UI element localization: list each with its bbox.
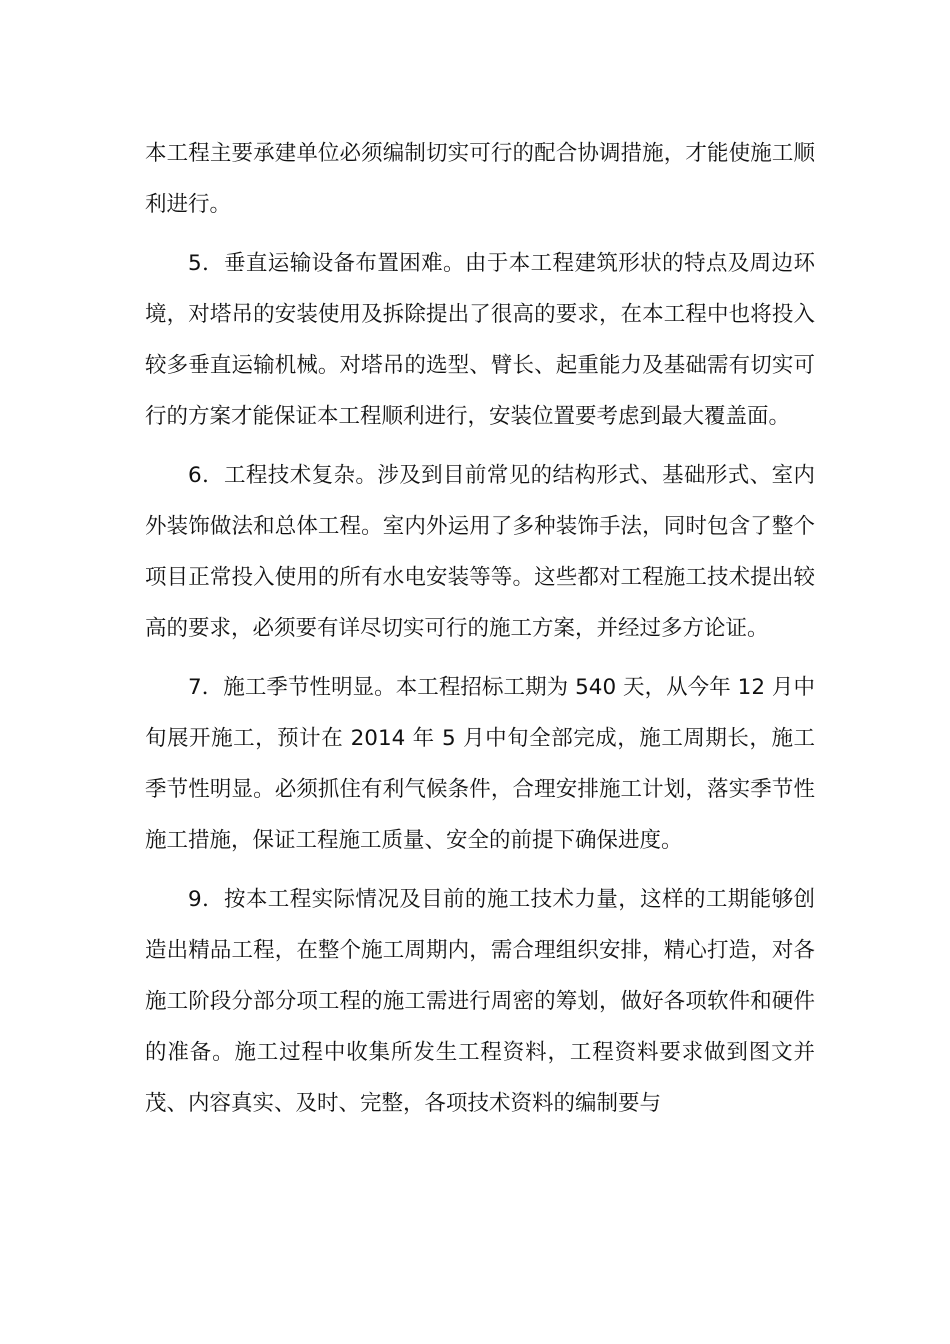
paragraph-intro: 本工程主要承建单位必须编制切实可行的配合协调措施，才能使施工顺利进行。 [145,141,815,217]
paragraph-item-6: 6．工程技术复杂。涉及到目前常见的结构形式、基础形式、室内外装饰做法和总体工程。室内外运用了多种装饰手法，同时包含了整个项目正常投入使用的所有水电安装等等。这些都对工程施工技术提出较高的要求，必须要有详尽切实可行的施工方案，并经过多方论证。 [145,463,815,641]
document-body [145,128,815,1129]
paragraph-item-7: 7．施工季节性明显。本工程招标工期为 540 天，从今年 12 月中旬展开施工，预计在 2014 年 5 月中旬全部完成，施工周期长，施工季节性明显。必须抓住有利气候条件，合理安排施工计划，落实季节性施工措施，保证工程施工质量、安全的前提下确保进度。 [145,675,815,853]
paragraph-item-5: 5．垂直运输设备布置困难。由于本工程建筑形状的特点及周边环境，对塔吊的安装使用及拆除提出了很高的要求，在本工程中也将投入较多垂直运输机械。对塔吊的选型、臂长、起重能力及基础需有切实可行的方案才能保证本工程顺利进行，安装位置要考虑到最大覆盖面。 [145,251,815,429]
paragraph-item-9: 9．按本工程实际情况及目前的施工技术力量，这样的工期能够创造出精品工程，在整个施工周期内，需合理组织安排，精心打造，对各施工阶段分部分项工程的施工需进行周密的筹划，做好各项软件和硬件的准备。施工过程中收集所发生工程资料，工程资料要求做到图文并茂、内容真实、及时、完整，各项技术资料的编制要与 [145,887,815,1116]
